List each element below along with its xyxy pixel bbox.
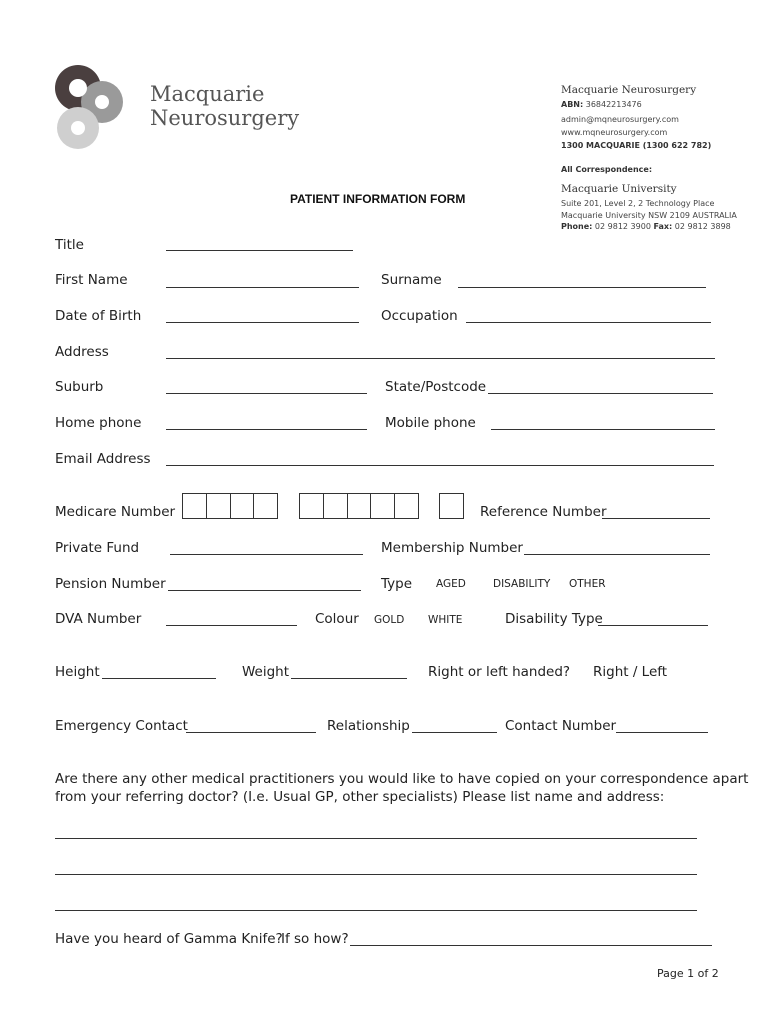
address-line2: Macquarie University NSW 2109 AUSTRALIA: [561, 211, 737, 220]
medicare-number-label: Medicare Number: [55, 504, 176, 520]
practitioners-answer-line-3[interactable]: [55, 910, 697, 911]
type-label: Type: [381, 576, 413, 592]
dva-number-label: DVA Number: [55, 611, 142, 627]
relationship-label: Relationship: [327, 718, 410, 734]
reference-number-label: Reference Number: [480, 504, 607, 520]
logo-mark: [50, 58, 130, 150]
medicare-box-group-3[interactable]: [439, 493, 464, 519]
membership-number-field[interactable]: [524, 554, 710, 555]
state-postcode-label: State/Postcode: [385, 379, 487, 395]
form-title: PATIENT INFORMATION FORM: [290, 192, 466, 206]
disability-type-field[interactable]: [598, 625, 708, 626]
org-email: admin@mqneurosurgery.com: [561, 115, 679, 124]
colour-option-gold[interactable]: GOLD: [374, 614, 405, 626]
emergency-contact-label: Emergency Contact: [55, 718, 188, 734]
handedness-options[interactable]: Right / Left: [593, 664, 668, 680]
email-address-label: Email Address: [55, 451, 151, 467]
dob-label: Date of Birth: [55, 308, 142, 324]
membership-number-label: Membership Number: [381, 540, 523, 556]
medicare-box-group-1[interactable]: [182, 493, 278, 519]
home-phone-label: Home phone: [55, 415, 142, 431]
practitioners-question-line2: from your referring doctor? (I.e. Usual GP, other specialists) Please list name and address:: [55, 789, 665, 805]
title-label: Title: [55, 237, 84, 253]
phone-fax: Phone: 02 9812 3900 Fax: 02 9812 3898: [561, 222, 731, 231]
colour-option-white[interactable]: WHITE: [428, 614, 463, 626]
private-fund-label: Private Fund: [55, 540, 140, 556]
surname-label: Surname: [381, 272, 442, 288]
weight-field[interactable]: [291, 678, 407, 679]
colour-label: Colour: [315, 611, 359, 627]
page-number: Page 1 of 2: [657, 967, 719, 980]
practitioners-answer-line-2[interactable]: [55, 874, 697, 875]
relationship-field[interactable]: [412, 732, 497, 733]
weight-label: Weight: [242, 664, 290, 680]
org-website: www.mqneurosurgery.com: [561, 128, 668, 137]
gamma-knife-label: Have you heard of Gamma Knife?: [55, 931, 283, 947]
first-name-field[interactable]: [166, 287, 359, 288]
suburb-field[interactable]: [166, 393, 367, 394]
height-label: Height: [55, 664, 100, 680]
logo-text-line1: Macquarie: [150, 82, 265, 106]
surname-field[interactable]: [458, 287, 706, 288]
gamma-knife-field[interactable]: [350, 945, 712, 946]
practitioners-answer-line-1[interactable]: [55, 838, 697, 839]
pension-number-field[interactable]: [168, 590, 361, 591]
address-label: Address: [55, 344, 109, 360]
title-field[interactable]: [166, 250, 353, 251]
type-option-aged[interactable]: AGED: [436, 578, 466, 590]
occupation-label: Occupation: [381, 308, 458, 324]
uni-name: Macquarie University: [561, 183, 677, 195]
state-postcode-field[interactable]: [488, 393, 713, 394]
mobile-phone-field[interactable]: [491, 429, 715, 430]
dva-number-field[interactable]: [166, 625, 297, 626]
if-so-how-label: If so how?: [281, 931, 349, 947]
dob-field[interactable]: [166, 322, 359, 323]
handedness-label: Right or left handed?: [428, 664, 571, 680]
correspondence-label: All Correspondence:: [561, 165, 653, 174]
home-phone-field[interactable]: [166, 429, 367, 430]
type-option-other[interactable]: OTHER: [569, 578, 606, 590]
mobile-phone-label: Mobile phone: [385, 415, 476, 431]
org-name: Macquarie Neurosurgery: [561, 84, 697, 96]
private-fund-field[interactable]: [170, 554, 363, 555]
logo-text-line2: Neurosurgery: [150, 106, 300, 130]
address-line1: Suite 201, Level 2, 2 Technology Place: [561, 199, 715, 208]
email-address-field[interactable]: [166, 465, 714, 466]
height-field[interactable]: [102, 678, 216, 679]
practitioners-question-line1: Are there any other medical practitioners you would like to have copied on your correspondence apart: [55, 771, 749, 787]
reference-number-field[interactable]: [602, 518, 710, 519]
address-field[interactable]: [166, 358, 715, 359]
org-phone: 1300 MACQUARIE (1300 622 782): [561, 141, 712, 150]
disability-type-label: Disability Type: [505, 611, 603, 627]
contact-number-label: Contact Number: [505, 718, 617, 734]
type-option-disability[interactable]: DISABILITY: [493, 578, 551, 590]
occupation-field[interactable]: [466, 322, 711, 323]
contact-number-field[interactable]: [616, 732, 708, 733]
medicare-box-group-2[interactable]: [299, 493, 419, 519]
emergency-contact-field[interactable]: [186, 732, 316, 733]
first-name-label: First Name: [55, 272, 128, 288]
abn: ABN: 36842213476: [561, 100, 642, 109]
suburb-label: Suburb: [55, 379, 104, 395]
pension-number-label: Pension Number: [55, 576, 166, 592]
